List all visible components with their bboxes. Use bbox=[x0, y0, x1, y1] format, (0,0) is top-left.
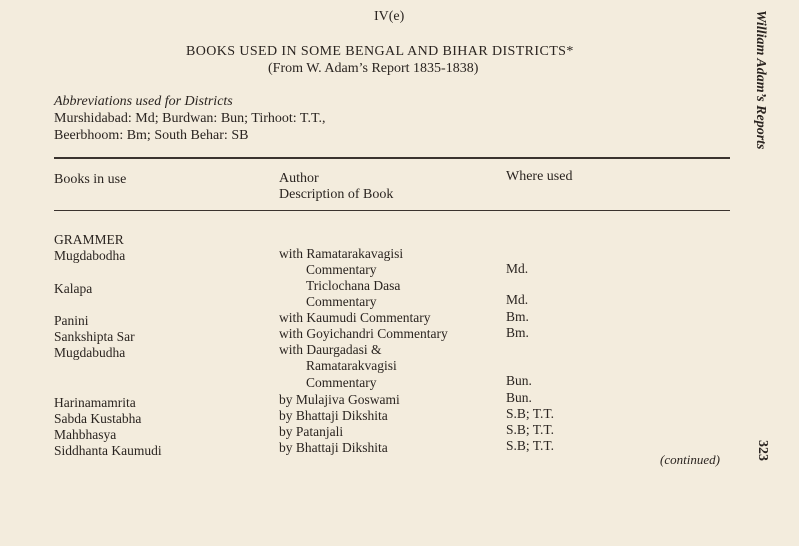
table-top-rule bbox=[54, 157, 730, 159]
where-used: S.B; T.T. bbox=[506, 422, 555, 437]
book-name: Siddhanta Kaumudi bbox=[54, 443, 162, 458]
abbreviations-heading: Abbreviations used for Districts bbox=[54, 94, 233, 109]
column-header-where: Where used bbox=[506, 169, 573, 184]
document-title: BOOKS USED IN SOME BENGAL AND BIHAR DISTRICTS* bbox=[186, 44, 574, 59]
book-name: Mugdabudha bbox=[54, 345, 126, 360]
column-header-author: Author bbox=[279, 171, 319, 186]
where-used: Md. bbox=[506, 292, 529, 307]
side-running-head: William Adam’s Reports bbox=[753, 10, 768, 150]
page-label: IV(e) bbox=[374, 9, 405, 24]
continued-note: (continued) bbox=[660, 452, 720, 467]
book-name: Sabda Kustabha bbox=[54, 411, 142, 426]
book-description: Commentary bbox=[306, 262, 377, 277]
book-description: Commentary bbox=[306, 375, 377, 390]
book-description: with Goyichandri Commentary bbox=[279, 326, 448, 341]
where-used: Md. bbox=[506, 261, 529, 276]
book-description: by Patanjali bbox=[279, 424, 344, 439]
side-page-number: 323 bbox=[755, 440, 770, 461]
document-subtitle: (From W. Adam’s Report 1835-1838) bbox=[268, 61, 479, 76]
where-used: S.B; T.T. bbox=[506, 406, 555, 421]
book-description: Ramatarakvagisi bbox=[306, 358, 397, 373]
book-description: by Bhattaji Dikshita bbox=[279, 440, 388, 455]
book-name: Sankshipta Sar bbox=[54, 329, 135, 344]
book-description: by Mulajiva Goswami bbox=[279, 392, 400, 407]
book-name: Panini bbox=[54, 313, 89, 328]
book-description: Commentary bbox=[306, 294, 377, 309]
abbreviations-line: Beerbhoom: Bm; South Behar: SB bbox=[54, 128, 249, 143]
column-header-books: Books in use bbox=[54, 172, 127, 187]
table-header-rule bbox=[54, 210, 730, 211]
book-description: with Daurgadasi & bbox=[279, 342, 382, 357]
book-name: Mugdabodha bbox=[54, 248, 126, 263]
section-heading-grammer: GRAMMER bbox=[54, 232, 124, 247]
where-used: Bun. bbox=[506, 373, 532, 388]
book-name: Mahbhasya bbox=[54, 427, 117, 442]
book-name: Kalapa bbox=[54, 281, 93, 296]
book-description: with Ramatarakavagisi bbox=[279, 246, 404, 261]
where-used: Bm. bbox=[506, 309, 529, 324]
column-header-description: Description of Book bbox=[279, 187, 394, 202]
book-description: with Kaumudi Commentary bbox=[279, 310, 431, 325]
where-used: S.B; T.T. bbox=[506, 438, 555, 453]
where-used: Bun. bbox=[506, 390, 532, 405]
book-name: Harinamamrita bbox=[54, 395, 136, 410]
book-description: Triclochana Dasa bbox=[306, 278, 401, 293]
book-description: by Bhattaji Dikshita bbox=[279, 408, 388, 423]
where-used: Bm. bbox=[506, 325, 529, 340]
abbreviations-line: Murshidabad: Md; Burdwan: Bun; Tirhoot: T.T., bbox=[54, 111, 326, 126]
